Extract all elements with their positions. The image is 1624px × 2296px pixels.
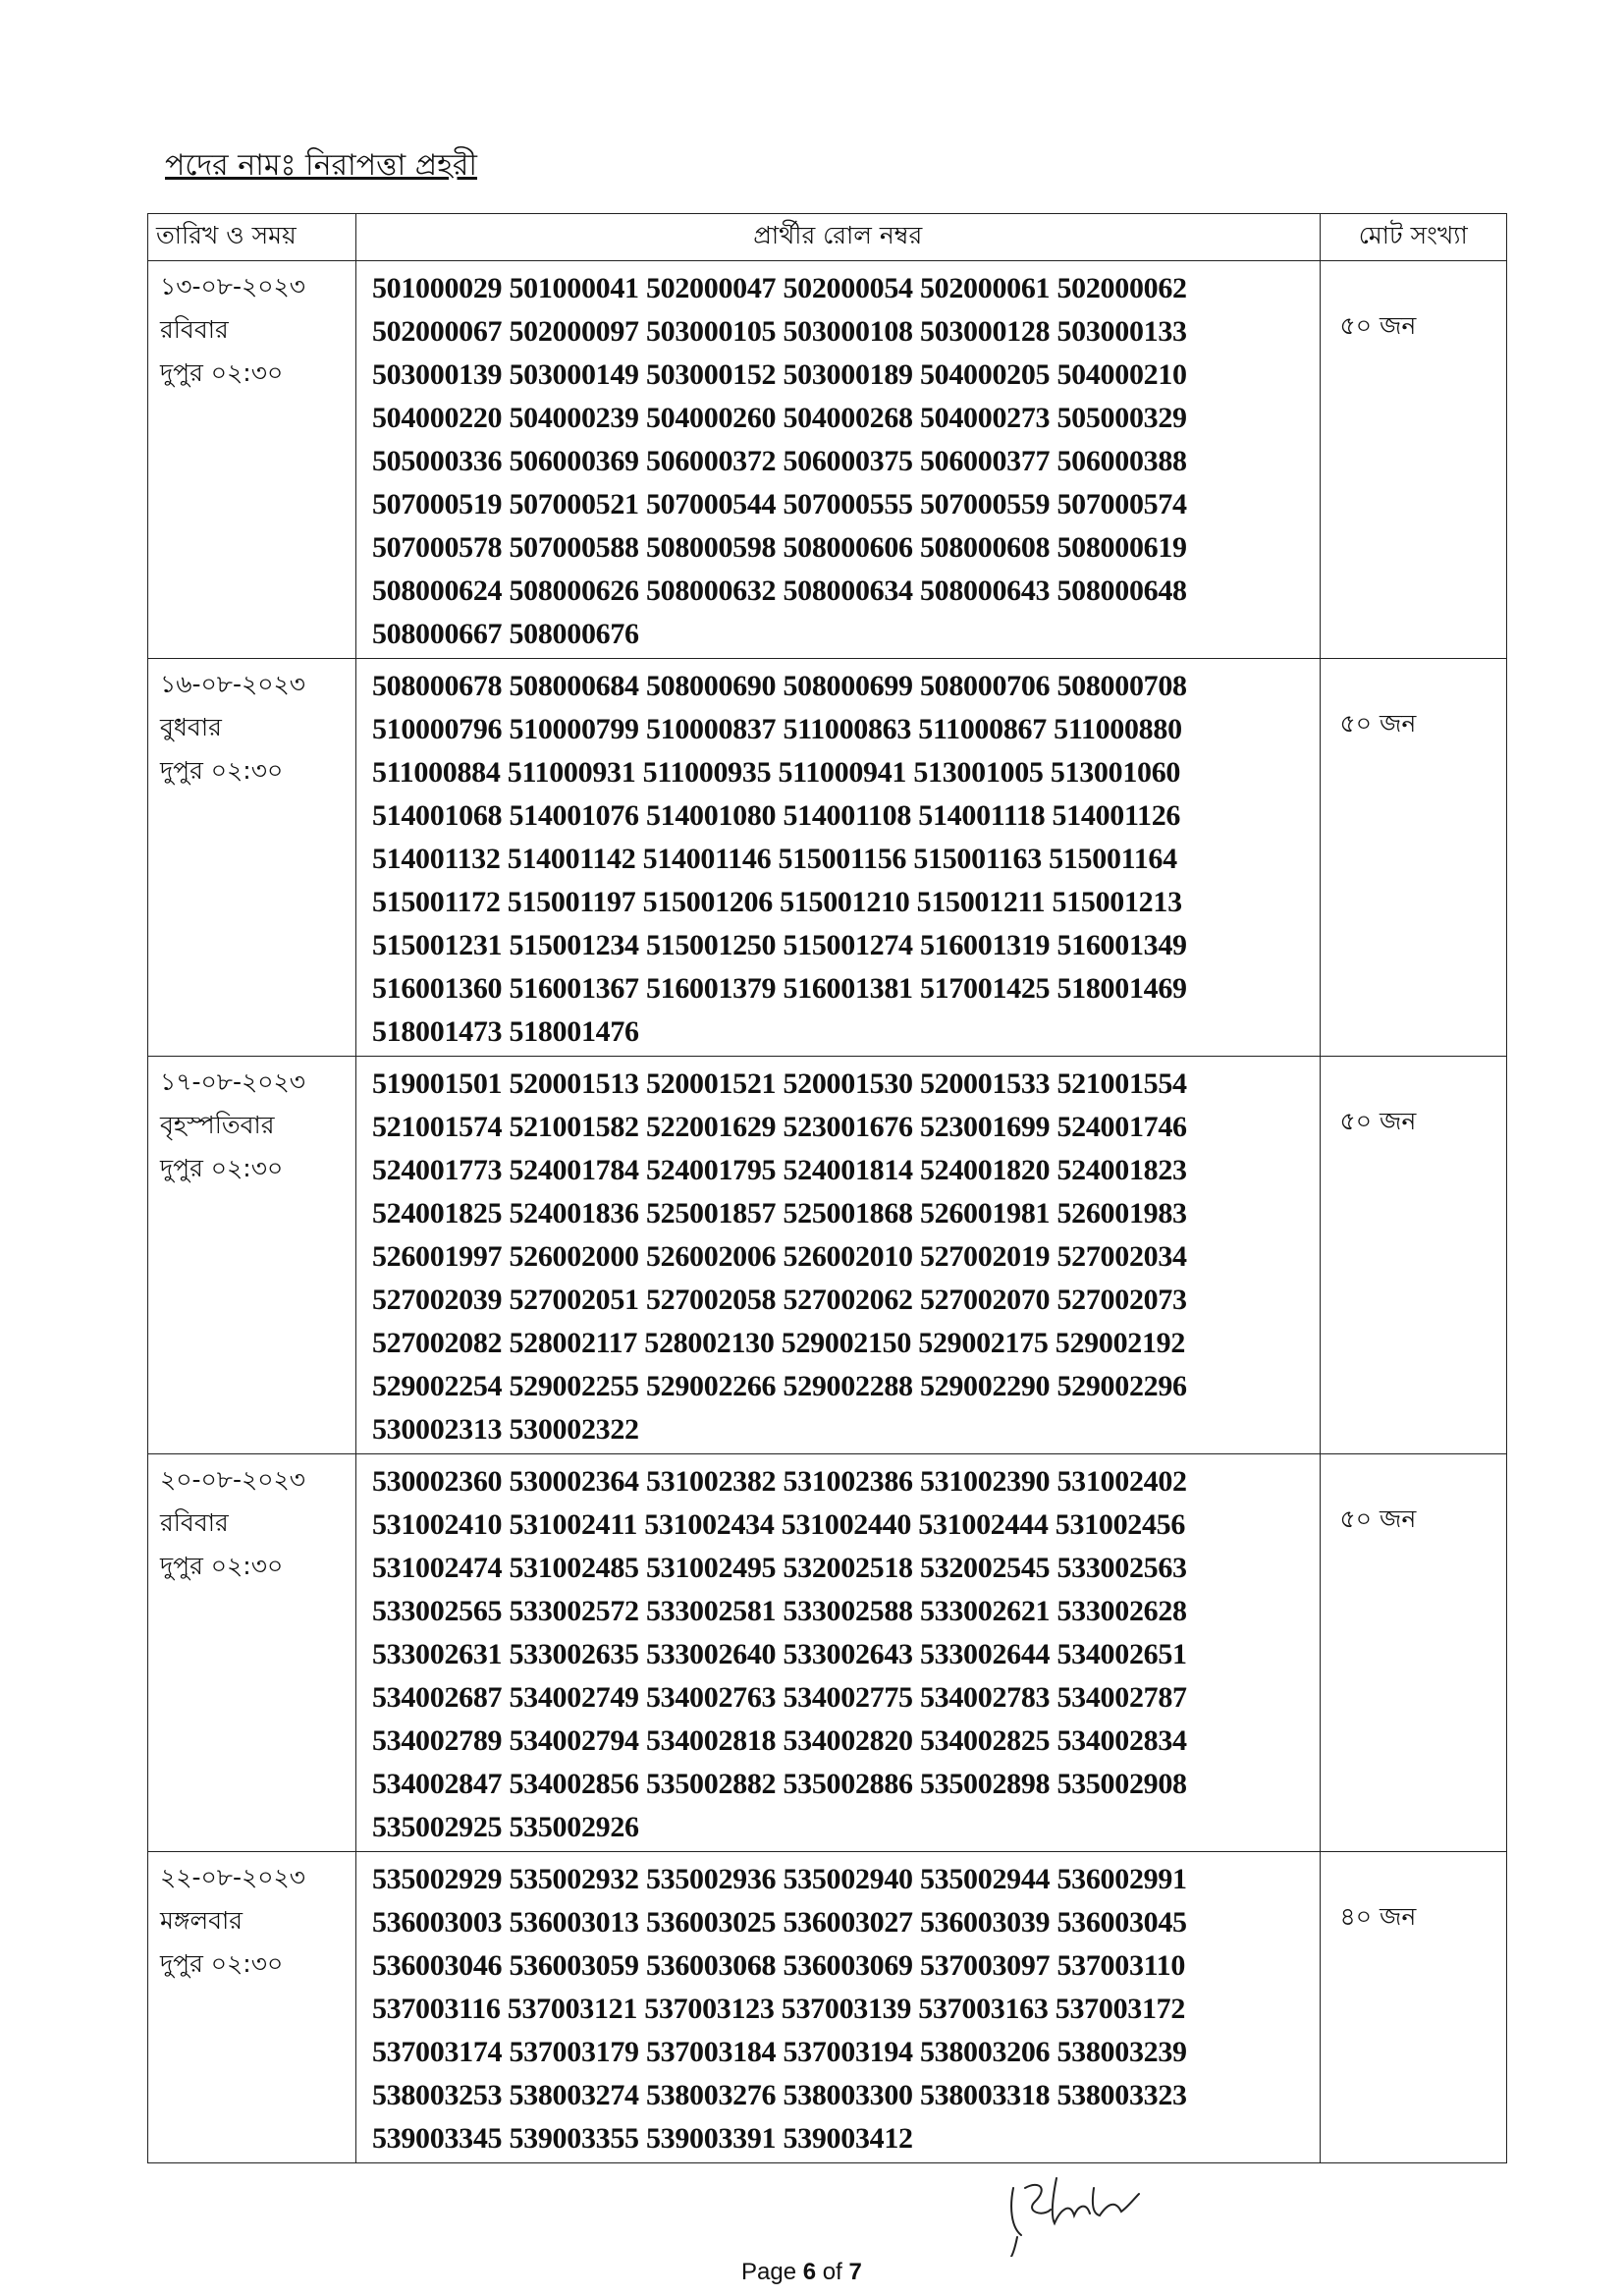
roll-number-line: 536003046 536003059 536003068 536003069 537003097 537003110 [371, 1949, 1186, 1982]
page-prefix: Page [741, 2259, 797, 2285]
roll-number-line: 534002687 534002749 534002763 534002775 534002783 534002787 [371, 1681, 1187, 1714]
roll-number-line: 539003345 539003355 539003391 539003412 [371, 2122, 913, 2155]
exam-day: রবিবার [160, 1508, 229, 1537]
roll-number-line: 510000796 510000799 510000837 511000863 511000867 511000880 [371, 713, 1182, 745]
date-time-cell [148, 1057, 356, 1454]
roll-number-line: 536003003 536003013 536003025 536003027 536003039 536003045 [371, 1906, 1187, 1939]
roll-number-line: 514001068 514001076 514001080 514001108 514001118 514001126 [371, 799, 1181, 832]
header-total: মোট সংখ্যা [1320, 214, 1506, 261]
exam-day: বৃহস্পতিবার [160, 1111, 275, 1139]
roll-number-line: 507000519 507000521 507000544 507000555 507000559 507000574 [371, 488, 1187, 520]
roll-number-line: 514001132 514001142 514001146 515001156 515001163 515001164 [371, 843, 1177, 875]
exam-time: দুপুর ০২:৩০ [160, 358, 284, 387]
total-count-cell: ৪০ জন [1320, 1852, 1506, 2163]
table-row [148, 1454, 1507, 1852]
roll-number-line: 504000220 504000239 504000260 504000268 504000273 505000329 [371, 402, 1187, 434]
exam-time: দুপুর ০২:৩০ [160, 1154, 284, 1182]
page-of: of [822, 2259, 842, 2285]
exam-time: দুপুর ০২:৩০ [160, 1949, 284, 1978]
roll-number-line: 533002565 533002572 533002581 533002588 533002621 533002628 [371, 1595, 1187, 1627]
roll-number-line: 526001997 526002000 526002006 526002010 527002019 527002034 [371, 1240, 1187, 1273]
page-current: 6 [802, 2259, 817, 2285]
page-total: 7 [848, 2259, 862, 2285]
date-time-cell [148, 659, 356, 1057]
exam-day: মঙ্গলবার [160, 1906, 244, 1935]
post-title: পদের নামঃ নিরাপত্তা প্রহরী [165, 148, 477, 183]
total-count-cell: ৫০ জন [1320, 1057, 1506, 1454]
page-number [741, 2259, 862, 2286]
table-body [148, 261, 1507, 2163]
exam-date: ২০-০৮-২০২৩ [160, 1465, 306, 1494]
date-time-cell [148, 261, 356, 659]
roll-number-line: 519001501 520001513 520001521 520001530 520001533 521001554 [371, 1067, 1187, 1100]
header-roll-numbers: প্রার্থীর রোল নম্বর [355, 214, 1320, 261]
roll-numbers-cell [355, 1454, 1320, 1852]
roll-number-line: 534002847 534002856 535002882 535002886 535002898 535002908 [371, 1768, 1187, 1800]
table-row [148, 1057, 1507, 1454]
roll-number-line: 537003174 537003179 537003184 537003194 538003206 538003239 [371, 2036, 1187, 2068]
signature [992, 2159, 1149, 2257]
roll-number-line: 527002082 528002117 528002130 529002150 529002175 529002192 [371, 1327, 1186, 1359]
roll-numbers-cell [355, 1057, 1320, 1454]
table-row [148, 261, 1507, 659]
exam-schedule-table [147, 213, 1507, 2163]
roll-number-line: 538003253 538003274 538003276 538003300 538003318 538003323 [371, 2079, 1187, 2111]
roll-number-line: 527002039 527002051 527002058 527002062 527002070 527002073 [371, 1284, 1187, 1316]
table-row [148, 659, 1507, 1057]
roll-number-line: 524001773 524001784 524001795 524001814 524001820 524001823 [371, 1154, 1187, 1186]
exam-date: ১৩-০৮-২০২৩ [160, 272, 306, 301]
roll-number-line: 535002925 535002926 [371, 1811, 639, 1843]
exam-day: বুধবার [160, 713, 222, 741]
roll-number-line: 518001473 518001476 [371, 1015, 639, 1048]
roll-number-line: 533002631 533002635 533002640 533002643 533002644 534002651 [371, 1638, 1187, 1670]
exam-date: ২২-০৮-২০২৩ [160, 1863, 306, 1891]
exam-day: রবিবার [160, 315, 229, 344]
roll-number-line: 515001172 515001197 515001206 515001210 515001211 515001213 [371, 886, 1182, 918]
total-count-cell: ৫০ জন [1320, 1454, 1506, 1852]
roll-number-line: 535002929 535002932 535002936 535002940 535002944 536002991 [371, 1863, 1187, 1895]
date-time-cell [148, 1454, 356, 1852]
roll-number-line: 505000336 506000369 506000372 506000375 506000377 506000388 [371, 445, 1187, 477]
roll-number-line: 502000067 502000097 503000105 503000108 503000128 503000133 [371, 315, 1187, 348]
roll-number-line: 511000884 511000931 511000935 511000941 513001005 513001060 [371, 756, 1181, 789]
roll-number-line: 501000029 501000041 502000047 502000054 502000061 502000062 [371, 272, 1187, 304]
table-row [148, 1852, 1507, 2163]
roll-numbers-cell [355, 261, 1320, 659]
header-date-time: তারিখ ও সময় [148, 214, 356, 261]
exam-date: ১৭-০৮-২০২৩ [160, 1067, 306, 1096]
exam-time: দুপুর ০২:৩০ [160, 756, 284, 785]
exam-time: দুপুর ০২:৩০ [160, 1552, 284, 1580]
roll-number-line: 508000678 508000684 508000690 508000699 508000706 508000708 [371, 670, 1187, 702]
roll-number-line: 524001825 524001836 525001857 525001868 526001981 526001983 [371, 1197, 1187, 1230]
roll-number-line: 508000667 508000676 [371, 618, 639, 650]
date-time-cell [148, 1852, 356, 2163]
roll-number-line: 529002254 529002255 529002266 529002288 529002290 529002296 [371, 1370, 1187, 1402]
roll-number-line: 530002360 530002364 531002382 531002386 531002390 531002402 [371, 1465, 1187, 1498]
roll-number-line: 521001574 521001582 522001629 523001676 523001699 524001746 [371, 1111, 1187, 1143]
roll-number-line: 508000624 508000626 508000632 508000634 508000643 508000648 [371, 574, 1187, 607]
roll-number-line: 503000139 503000149 503000152 503000189 504000205 504000210 [371, 358, 1187, 391]
roll-number-line: 516001360 516001367 516001379 516001381 517001425 518001469 [371, 972, 1187, 1005]
roll-number-line: 531002410 531002411 531002434 531002440 531002444 531002456 [371, 1508, 1186, 1541]
roll-number-line: 507000578 507000588 508000598 508000606 508000608 508000619 [371, 531, 1187, 564]
roll-number-line: 534002789 534002794 534002818 534002820 534002825 534002834 [371, 1724, 1187, 1757]
table-header-row [148, 214, 1507, 261]
roll-number-line: 515001231 515001234 515001250 515001274 516001319 516001349 [371, 929, 1187, 961]
roll-number-line: 537003116 537003121 537003123 537003139 537003163 537003172 [371, 1993, 1186, 2025]
total-count-cell: ৫০ জন [1320, 261, 1506, 659]
roll-numbers-cell [355, 1852, 1320, 2163]
exam-date: ১৬-০৮-২০২৩ [160, 670, 306, 698]
roll-number-line: 530002313 530002322 [371, 1413, 639, 1446]
roll-numbers-cell [355, 659, 1320, 1057]
roll-number-line: 531002474 531002485 531002495 532002518 532002545 533002563 [371, 1552, 1187, 1584]
total-count-cell: ৫০ জন [1320, 659, 1506, 1057]
